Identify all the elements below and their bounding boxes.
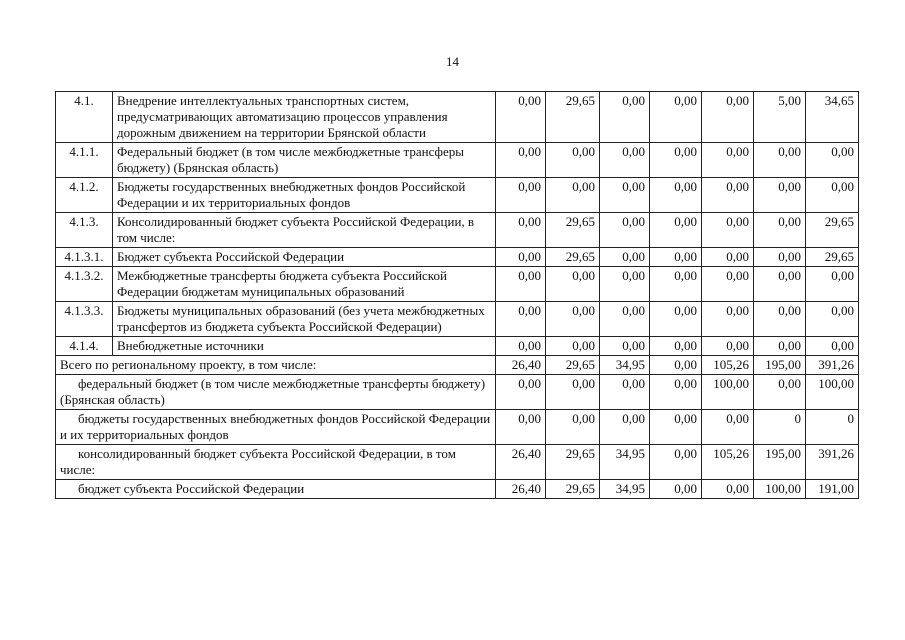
value-cell: 0,00	[546, 375, 600, 410]
value-cell: 0,00	[650, 302, 702, 337]
value-cell: 0,00	[754, 143, 806, 178]
value-cell: 29,65	[546, 213, 600, 248]
value-cell: 0,00	[600, 248, 650, 267]
value-cell: 0,00	[600, 92, 650, 143]
value-cell: 0,00	[754, 248, 806, 267]
total-name: консолидированный бюджет субъекта Российской Федерации, в том числе:	[56, 445, 496, 480]
value-cell: 34,65	[806, 92, 859, 143]
row-name: Внебюджетные источники	[113, 337, 496, 356]
row-name: Бюджет субъекта Российской Федерации	[113, 248, 496, 267]
total-name: Всего по региональному проекту, в том числе:	[56, 356, 496, 375]
value-cell: 29,65	[806, 248, 859, 267]
value-cell: 0,00	[702, 213, 754, 248]
total-row	[56, 375, 859, 410]
value-cell: 0,00	[600, 410, 650, 445]
value-cell: 0,00	[496, 375, 546, 410]
value-cell: 0,00	[496, 410, 546, 445]
value-cell: 391,26	[806, 445, 859, 480]
row-code: 4.1.4.	[56, 337, 113, 356]
value-cell: 100,00	[702, 375, 754, 410]
value-cell: 34,95	[600, 356, 650, 375]
value-cell: 105,26	[702, 445, 754, 480]
value-cell: 0,00	[546, 337, 600, 356]
value-cell: 0,00	[650, 375, 702, 410]
value-cell: 0	[754, 410, 806, 445]
table-body	[56, 92, 859, 499]
total-row	[56, 480, 859, 499]
value-cell: 0,00	[702, 248, 754, 267]
value-cell: 195,00	[754, 445, 806, 480]
row-name: Бюджеты государственных внебюджетных фондов Российской Федерации и их территориальных фондов	[113, 178, 496, 213]
value-cell: 100,00	[806, 375, 859, 410]
value-cell: 0,00	[600, 178, 650, 213]
total-name: федеральный бюджет (в том числе межбюджетные трансферты бюджету) (Брянская область)	[56, 375, 496, 410]
value-cell: 0,00	[600, 213, 650, 248]
value-cell: 0,00	[546, 267, 600, 302]
value-cell: 0,00	[702, 178, 754, 213]
value-cell: 0,00	[600, 267, 650, 302]
total-name: бюджеты государственных внебюджетных фондов Российской Федерации и их территориальных фондов	[56, 410, 496, 445]
value-cell: 0,00	[650, 356, 702, 375]
value-cell: 0,00	[600, 337, 650, 356]
value-cell: 29,65	[546, 92, 600, 143]
total-row	[56, 410, 859, 445]
value-cell: 105,26	[702, 356, 754, 375]
value-cell: 0,00	[496, 248, 546, 267]
value-cell: 0,00	[702, 92, 754, 143]
value-cell: 26,40	[496, 445, 546, 480]
row-code: 4.1.3.1.	[56, 248, 113, 267]
table-row	[56, 92, 859, 143]
value-cell: 0,00	[702, 410, 754, 445]
value-cell: 0,00	[754, 375, 806, 410]
row-code: 4.1.1.	[56, 143, 113, 178]
value-cell: 0,00	[806, 267, 859, 302]
table-row	[56, 267, 859, 302]
value-cell: 0,00	[650, 410, 702, 445]
row-code: 4.1.2.	[56, 178, 113, 213]
value-cell: 0,00	[650, 92, 702, 143]
value-cell: 0,00	[650, 143, 702, 178]
table-row	[56, 143, 859, 178]
row-name: Межбюджетные трансферты бюджета субъекта Российской Федерации бюджетам муниципальных образований	[113, 267, 496, 302]
row-code: 4.1.3.3.	[56, 302, 113, 337]
value-cell: 0,00	[806, 302, 859, 337]
value-cell: 0,00	[546, 410, 600, 445]
value-cell: 34,95	[600, 480, 650, 499]
value-cell: 29,65	[546, 445, 600, 480]
value-cell: 0,00	[600, 375, 650, 410]
budget-table	[55, 91, 859, 499]
value-cell: 29,65	[546, 480, 600, 499]
value-cell: 0,00	[650, 337, 702, 356]
value-cell: 391,26	[806, 356, 859, 375]
value-cell: 29,65	[806, 213, 859, 248]
value-cell: 0,00	[496, 337, 546, 356]
table-row	[56, 178, 859, 213]
value-cell: 0,00	[600, 302, 650, 337]
value-cell: 29,65	[546, 356, 600, 375]
value-cell: 0,00	[650, 267, 702, 302]
row-code: 4.1.	[56, 92, 113, 143]
value-cell: 0,00	[702, 267, 754, 302]
row-name: Федеральный бюджет (в том числе межбюджетные трансферы бюджету) (Брянская область)	[113, 143, 496, 178]
table-row	[56, 302, 859, 337]
value-cell: 0,00	[754, 267, 806, 302]
value-cell: 0,00	[496, 92, 546, 143]
value-cell: 0,00	[702, 143, 754, 178]
value-cell: 0,00	[754, 337, 806, 356]
table-row	[56, 213, 859, 248]
total-row	[56, 356, 859, 375]
value-cell: 0,00	[702, 302, 754, 337]
value-cell: 34,95	[600, 445, 650, 480]
value-cell: 0	[806, 410, 859, 445]
value-cell: 0,00	[650, 213, 702, 248]
value-cell: 0,00	[806, 178, 859, 213]
value-cell: 0,00	[650, 248, 702, 267]
row-code: 4.1.3.2.	[56, 267, 113, 302]
table-row	[56, 248, 859, 267]
value-cell: 0,00	[496, 143, 546, 178]
value-cell: 29,65	[546, 248, 600, 267]
value-cell: 0,00	[754, 178, 806, 213]
page-number: 14	[446, 54, 459, 69]
total-row	[56, 445, 859, 480]
total-name: бюджет субъекта Российской Федерации	[56, 480, 496, 499]
value-cell: 100,00	[754, 480, 806, 499]
value-cell: 26,40	[496, 356, 546, 375]
value-cell: 0,00	[496, 267, 546, 302]
value-cell: 26,40	[496, 480, 546, 499]
row-code: 4.1.3.	[56, 213, 113, 248]
value-cell: 0,00	[546, 178, 600, 213]
value-cell: 0,00	[496, 178, 546, 213]
value-cell: 0,00	[650, 178, 702, 213]
value-cell: 0,00	[546, 302, 600, 337]
value-cell: 0,00	[650, 445, 702, 480]
value-cell: 5,00	[754, 92, 806, 143]
row-name: Внедрение интеллектуальных транспортных систем, предусматривающих автоматизацию процессов управления дорожным движением на территории Брянской области	[113, 92, 496, 143]
value-cell: 0,00	[496, 302, 546, 337]
table-row	[56, 337, 859, 356]
row-name: Бюджеты муниципальных образований (без учета межбюджетных трансфертов из бюджета субъекта Российской Федерации)	[113, 302, 496, 337]
value-cell: 0,00	[496, 213, 546, 248]
value-cell: 0,00	[806, 337, 859, 356]
value-cell: 0,00	[650, 480, 702, 499]
value-cell: 195,00	[754, 356, 806, 375]
row-name: Консолидированный бюджет субъекта Российской Федерации, в том числе:	[113, 213, 496, 248]
value-cell: 191,00	[806, 480, 859, 499]
value-cell: 0,00	[702, 337, 754, 356]
value-cell: 0,00	[546, 143, 600, 178]
value-cell: 0,00	[754, 213, 806, 248]
value-cell: 0,00	[754, 302, 806, 337]
value-cell: 0,00	[600, 143, 650, 178]
value-cell: 0,00	[806, 143, 859, 178]
value-cell: 0,00	[702, 480, 754, 499]
